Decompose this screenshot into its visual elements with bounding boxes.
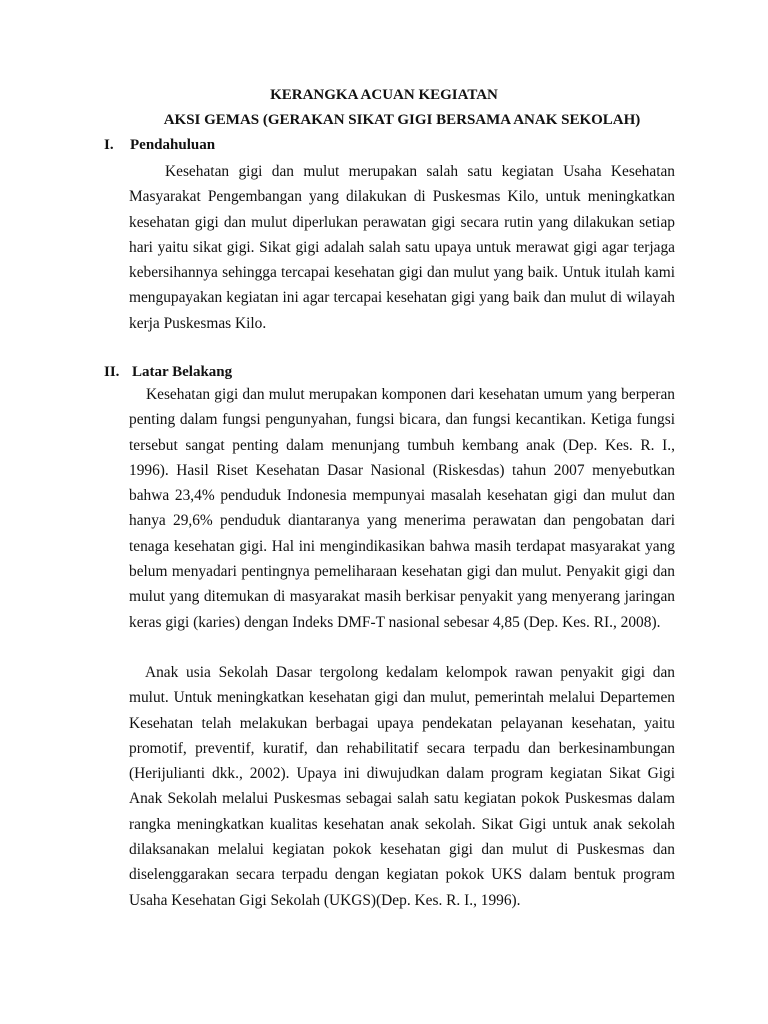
section-heading-pendahuluan xyxy=(104,137,215,154)
paragraph-pendahuluan: Kesehatan gigi dan mulut merupakan salah satu kegiatan Usaha Kesehatan Masyarakat Pengembangan yang dilakukan di Puskesmas Kilo, untuk meningkatkan kesehatan gigi dan mulut diperlukan perawatan gigi secara rutin yang dilakukan setiap hari yaitu sikat gigi. Sikat gigi adalah salah satu upaya untuk merawat gigi agar terjaga kebersihannya sehingga tercapai kesehatan gigi dan mulut yang baik. Untuk itulah kami mengupayakan kegiatan ini agar tercapai kesehatan gigi yang baik dan mulut di wilayah kerja Puskesmas Kilo. xyxy=(129,163,675,332)
section-title: Latar Belakang xyxy=(132,364,233,380)
paragraph-latar-belakang-1: Kesehatan gigi dan mulut merupakan komponen dari kesehatan umum yang berperan penting dalam fungsi pengunyahan, fungsi bicara, dan fungsi kecantikan. Ketiga fungsi tersebut sangat penting dalam menunjang tumbuh kembang anak (Dep. Kes. R. I., 1996). Hasil Riset Kesehatan Dasar Nasional (Riskesdas) tahun 2007 menyebutkan bahwa 23,4% penduduk Indonesia mempunyai masalah kesehatan gigi dan mulut dan hanya 29,6% penduduk diantaranya yang menerima perawatan dan pengobatan dari tenaga kesehatan gigi. Hal ini mengindikasikan bahwa masih terdapat masyarakat yang belum menyadari pentingnya pemeliharaan kesehatan gigi dan mulut. Penyakit gigi dan mulut yang ditemukan di masyarakat masih berkisar penyakit yang menyerang jaringan keras gigi (karies) dengan Indeks DMF-T nasional sebesar 4,85 (Dep. Kes. RI., 2008). xyxy=(129,386,675,631)
paragraph-latar-belakang-2: Anak usia Sekolah Dasar tergolong kedalam kelompok rawan penyakit gigi dan mulut. Untuk meningkatkan kesehatan gigi dan mulut, pemerintah melalui Departemen Kesehatan telah melakukan berbagai upaya pendekatan pelayanan kesehatan, yaitu promotif, preventif, kuratif, dan rehabilitatif secara terpadu dan berkesinambungan (Herijulianti dkk., 2002). Upaya ini diwujudkan dalam program kegiatan Sikat Gigi Anak Sekolah melalui Puskesmas sebagai salah satu kegiatan pokok Puskesmas dalam rangka meningkatkan kualitas kesehatan anak sekolah. Sikat Gigi untuk anak sekolah dilaksanakan melalui kegiatan pokok kesehatan gigi dan mulut di Puskesmas dan diselenggarakan secara terpadu dengan kegiatan pokok UKS dalam bentuk program Usaha Kesehatan Gigi Sekolah (UKGS)(Dep. Kes. R. I., 1996). xyxy=(129,664,675,909)
section-heading-latar-belakang xyxy=(104,364,232,381)
section-number: I. xyxy=(104,137,114,153)
section-title: Pendahuluan xyxy=(130,137,216,153)
document-subtitle: AKSI GEMAS (GERAKAN SIKAT GIGI BERSAMA ANAK SEKOLAH) xyxy=(163,112,641,128)
section-number: II. xyxy=(104,364,120,380)
document-title: KERANGKA ACUAN KEGIATAN xyxy=(270,87,498,103)
